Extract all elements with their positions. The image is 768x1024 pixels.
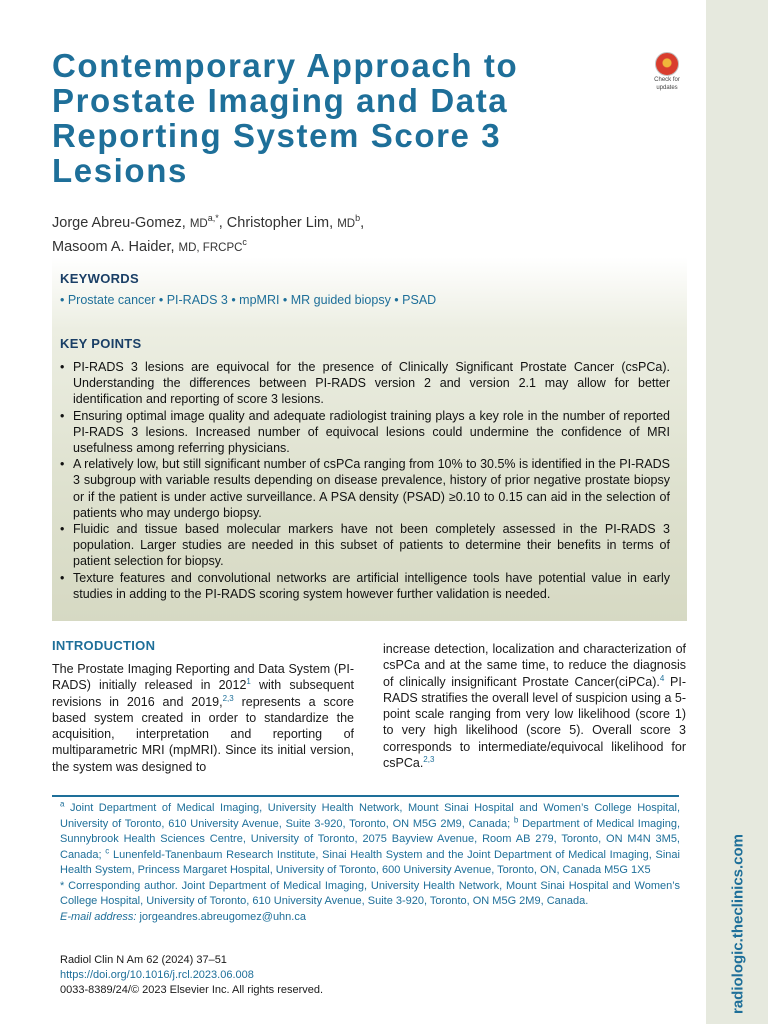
author-affiliation-mark: a,* <box>207 213 219 223</box>
affiliation-text: Department of Medical Imaging, Sunnybrook Health Sciences Centre, University of Toronto, 2075 Bayview Avenue, Room AB 279, Toronto, ON M4N 3M5, Canada; <box>60 817 681 861</box>
key-point-item: • PI-RADS 3 lesions are equivocal for the presence of Clinically Significant Prostate Cancer (csPCa). Understanding the differences between PI-RADS version 2 and version 2.1 may allow for better identification and reporting of score 3 lesions. <box>58 359 670 408</box>
key-point-item: • Texture features and convolutional networks are artificial intelligence tools have potential value in early studies in adding to the PI-RADS scoring system however further validation is needed. <box>58 570 670 602</box>
author-degree: MD, FRCPC <box>178 241 243 254</box>
author-name: , Christopher Lim, <box>218 214 338 231</box>
title-line: Prostate Imaging and Data <box>52 82 509 119</box>
citation-block <box>60 953 460 998</box>
corresponding-author: * Corresponding author. Joint Department of Medical Imaging, University Health Network, Mount Sinai Hospital and Women’s College Hospital, University of Toronto, 610 University Avenue, Suite 3-920, Toronto, ON M5G 2M9, Canada. <box>60 879 680 907</box>
footnote-divider <box>52 795 679 797</box>
article-title <box>52 48 612 188</box>
doi-link[interactable]: https://doi.org/10.1016/j.rcl.2023.06.008 <box>60 969 254 981</box>
intro-text: represents a score based system created in order to standardize the acquisition, interpretation and reporting of multiparametric MRI (mpMRI). Since its initial version, the system was designed to <box>52 694 354 774</box>
affiliation-text: Joint Department of Medical Imaging, University Health Network, Mount Sinai Hospital and Women’s College Hospital, University of Toronto, 610 University Avenue, Suite 3-920, Toronto, ON M5G 2M9, Canada; <box>60 802 680 830</box>
copyright: 0033-8389/24/© 2023 Elsevier Inc. All rights reserved. <box>60 984 324 996</box>
author-list <box>52 209 612 257</box>
author-name: Masoom A. Haider, <box>52 238 179 255</box>
journal-citation: Radiol Clin N Am 62 (2024) 37–51 <box>60 954 227 966</box>
affiliation-text: Lunenfeld-Tanenbaum Research Institute, Sinai Health System and the Joint Department of Medical Imaging, Sinai Health System, Princess Margaret Hospital, University of Toronto, 600 University Avenue, Toronto, ON, Canada M5G 1X5 <box>60 848 680 876</box>
title-line: Lesions <box>52 152 188 189</box>
journal-url[interactable]: radiologic.theclinics.com <box>729 833 747 1015</box>
key-point-item: • Ensuring optimal image quality and adequate radiologist training plays a key role in the number of reported PI-RADS 3 lesions. Increased number of equivocal lesions could undermine the confidence of MRI usefulness among referring physicians. <box>58 408 670 457</box>
keywords-heading: KEYWORDS <box>60 271 139 286</box>
affiliation-mark: c <box>105 845 110 855</box>
intro-text: increase detection, localization and characterization of csPCa and at the same time, to reduce the diagnosis of clinically insignificant Prostate Cancer(ciPCa). <box>383 642 686 689</box>
intro-text: PI-RADS stratifies the overall level of suspicion using a 5-point scale ranging from very low likelihood (score 1) to very high likelihood (score 5). Overall score 3 corresponds to intermediate/equivocal likelihood for csPCa. <box>383 674 686 771</box>
keypoints-heading: KEY POINTS <box>60 336 142 351</box>
email-address[interactable]: jorgeandres.abreugomez@uhn.ca <box>136 910 306 923</box>
author-degree: MD <box>337 217 356 230</box>
citation-ref[interactable]: 1 <box>246 677 251 687</box>
citation-ref[interactable]: 2,3 <box>222 693 234 703</box>
title-line: Reporting System Score 3 <box>52 117 502 154</box>
check-for-updates-badge[interactable] <box>650 52 684 90</box>
check-updates-label: updates <box>656 84 678 91</box>
introduction-heading: INTRODUCTION <box>52 638 156 653</box>
affiliations <box>60 801 680 879</box>
intro-right-column <box>383 641 686 771</box>
key-point-item: • Fluidic and tissue based molecular markers have not been completely assessed in the PI-RADS 3 population. Larger studies are needed in this subset of patients to determine their benefits in terms of patient selection for biopsy. <box>58 521 670 570</box>
key-points-list <box>58 359 670 602</box>
affiliation-mark: a <box>60 799 65 809</box>
title-line: Contemporary Approach to <box>52 47 519 84</box>
author-name: Jorge Abreu-Gomez, <box>52 214 190 231</box>
intro-text: The Prostate Imaging Reporting and Data System (PI-RADS) initially released in 2012 <box>52 662 354 693</box>
author-line <box>52 233 612 257</box>
author-affiliation-mark: b <box>355 213 361 223</box>
author-separator: , <box>360 214 365 231</box>
key-point-item: • A relatively low, but still significant number of csPCa ranging from 10% to 30.5% is identified in the PI-RADS 3 subgroup with variable results depending on disease prevalence, history of prior negative prostate biopsy or if the patient is under active surveillance. A PSA density (PSAD) ≥0.10 to 0.15 can aid in the selection of patients who may undergo biopsy. <box>58 456 670 521</box>
author-degree: MD <box>189 217 208 230</box>
author-line <box>52 209 612 233</box>
footnotes <box>60 801 680 925</box>
affiliation-mark: b <box>513 814 519 824</box>
citation-ref[interactable]: 4 <box>659 673 665 683</box>
author-affiliation-mark: c <box>242 236 247 247</box>
check-updates-icon <box>655 52 679 76</box>
email-label: E-mail address: <box>60 910 137 923</box>
check-updates-label: Check for <box>654 77 680 83</box>
citation-ref[interactable]: 2,3 <box>423 754 435 764</box>
intro-text: with subsequent revisions in 2016 and 2019, <box>52 678 355 709</box>
email-line <box>60 910 680 926</box>
keywords-list: • Prostate cancer • PI-RADS 3 • mpMRI • MR guided biopsy • PSAD <box>60 293 437 307</box>
intro-left-column <box>52 661 354 775</box>
